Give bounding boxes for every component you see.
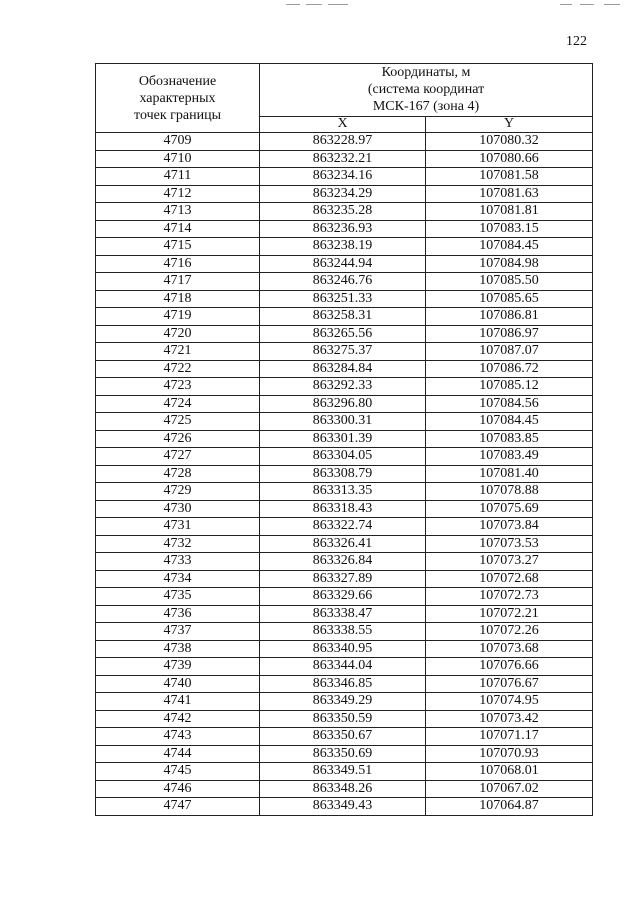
point-cell: 4724 xyxy=(96,395,260,413)
table-row xyxy=(96,623,593,641)
table-row xyxy=(96,343,593,361)
coordinates-group-header xyxy=(260,64,593,117)
table-body xyxy=(96,133,593,816)
table-header xyxy=(96,64,593,133)
x-coordinate-cell: 863340.95 xyxy=(260,640,426,658)
x-coordinate-cell: 863344.04 xyxy=(260,658,426,676)
table-row xyxy=(96,430,593,448)
point-cell: 4731 xyxy=(96,518,260,536)
y-coordinate-cell: 107083.49 xyxy=(426,448,593,466)
table-row xyxy=(96,710,593,728)
x-coordinate-cell: 863234.16 xyxy=(260,168,426,186)
table-row xyxy=(96,728,593,746)
table-row xyxy=(96,150,593,168)
point-cell: 4732 xyxy=(96,535,260,553)
point-cell: 4716 xyxy=(96,255,260,273)
x-coordinate-cell: 863326.41 xyxy=(260,535,426,553)
point-header-line: Обозначение xyxy=(138,73,217,89)
table-row xyxy=(96,308,593,326)
x-coordinate-cell: 863313.35 xyxy=(260,483,426,501)
point-cell: 4725 xyxy=(96,413,260,431)
y-coordinate-cell: 107081.81 xyxy=(426,203,593,221)
table-row xyxy=(96,290,593,308)
x-coordinate-cell: 863300.31 xyxy=(260,413,426,431)
point-cell: 4727 xyxy=(96,448,260,466)
y-coordinate-cell: 107072.21 xyxy=(426,605,593,623)
y-column-header: Y xyxy=(426,116,593,132)
y-coordinate-cell: 107086.72 xyxy=(426,360,593,378)
point-cell: 4734 xyxy=(96,570,260,588)
y-coordinate-cell: 107086.81 xyxy=(426,308,593,326)
x-coordinate-cell: 863329.66 xyxy=(260,588,426,606)
table-row xyxy=(96,658,593,676)
x-coordinate-cell: 863301.39 xyxy=(260,430,426,448)
point-cell: 4742 xyxy=(96,710,260,728)
y-coordinate-cell: 107086.97 xyxy=(426,325,593,343)
table-row xyxy=(96,605,593,623)
y-coordinate-cell: 107068.01 xyxy=(426,763,593,781)
table-row xyxy=(96,185,593,203)
y-coordinate-cell: 107073.68 xyxy=(426,640,593,658)
y-coordinate-cell: 107072.68 xyxy=(426,570,593,588)
table-row xyxy=(96,745,593,763)
x-coordinate-cell: 863232.21 xyxy=(260,150,426,168)
table-row xyxy=(96,518,593,536)
x-coordinate-cell: 863349.29 xyxy=(260,693,426,711)
coords-header-line: МСК-167 (зона 4) xyxy=(372,99,480,115)
y-coordinate-cell: 107071.17 xyxy=(426,728,593,746)
y-coordinate-cell: 107085.50 xyxy=(426,273,593,291)
table-row xyxy=(96,448,593,466)
x-coordinate-cell: 863318.43 xyxy=(260,500,426,518)
x-coordinate-cell: 863235.28 xyxy=(260,203,426,221)
table-row xyxy=(96,780,593,798)
table-row xyxy=(96,378,593,396)
x-coordinate-cell: 863284.84 xyxy=(260,360,426,378)
table-row xyxy=(96,220,593,238)
x-coordinate-cell: 863349.43 xyxy=(260,798,426,816)
point-cell: 4744 xyxy=(96,745,260,763)
point-cell: 4741 xyxy=(96,693,260,711)
point-cell: 4712 xyxy=(96,185,260,203)
y-coordinate-cell: 107064.87 xyxy=(426,798,593,816)
coords-header-line: (система координат xyxy=(367,82,485,98)
y-coordinate-cell: 107087.07 xyxy=(426,343,593,361)
point-cell: 4726 xyxy=(96,430,260,448)
y-coordinate-cell: 107076.67 xyxy=(426,675,593,693)
y-coordinate-cell: 107084.45 xyxy=(426,413,593,431)
x-coordinate-cell: 863350.67 xyxy=(260,728,426,746)
point-cell: 4718 xyxy=(96,290,260,308)
point-header-line: характерных xyxy=(139,90,216,106)
x-coordinate-cell: 863308.79 xyxy=(260,465,426,483)
table-row xyxy=(96,168,593,186)
x-column-header: X xyxy=(260,116,426,132)
table-row xyxy=(96,798,593,816)
point-cell: 4710 xyxy=(96,150,260,168)
scan-edge-marks xyxy=(0,4,640,8)
x-coordinate-cell: 863265.56 xyxy=(260,325,426,343)
y-coordinate-cell: 107081.63 xyxy=(426,185,593,203)
point-cell: 4721 xyxy=(96,343,260,361)
table-row xyxy=(96,588,593,606)
point-cell: 4719 xyxy=(96,308,260,326)
point-cell: 4730 xyxy=(96,500,260,518)
point-cell: 4717 xyxy=(96,273,260,291)
point-cell: 4738 xyxy=(96,640,260,658)
y-coordinate-cell: 107072.26 xyxy=(426,623,593,641)
coords-header-line: Координаты, м xyxy=(381,65,471,81)
x-coordinate-cell: 863349.51 xyxy=(260,763,426,781)
y-coordinate-cell: 107076.66 xyxy=(426,658,593,676)
point-cell: 4729 xyxy=(96,483,260,501)
point-header-line: точек границы xyxy=(134,107,221,123)
x-coordinate-cell: 863246.76 xyxy=(260,273,426,291)
table-row xyxy=(96,763,593,781)
point-cell: 4743 xyxy=(96,728,260,746)
x-coordinate-cell: 863228.97 xyxy=(260,133,426,151)
table-row xyxy=(96,255,593,273)
point-cell: 4739 xyxy=(96,658,260,676)
table-row xyxy=(96,360,593,378)
point-cell: 4736 xyxy=(96,605,260,623)
table-row xyxy=(96,203,593,221)
x-coordinate-cell: 863350.69 xyxy=(260,745,426,763)
point-cell: 4714 xyxy=(96,220,260,238)
x-coordinate-cell: 863292.33 xyxy=(260,378,426,396)
table-row xyxy=(96,483,593,501)
x-coordinate-cell: 863327.89 xyxy=(260,570,426,588)
x-coordinate-cell: 863348.26 xyxy=(260,780,426,798)
x-coordinate-cell: 863326.84 xyxy=(260,553,426,571)
y-coordinate-cell: 107081.58 xyxy=(426,168,593,186)
y-coordinate-cell: 107073.84 xyxy=(426,518,593,536)
x-coordinate-cell: 863238.19 xyxy=(260,238,426,256)
y-coordinate-cell: 107085.12 xyxy=(426,378,593,396)
y-coordinate-cell: 107080.66 xyxy=(426,150,593,168)
x-coordinate-cell: 863346.85 xyxy=(260,675,426,693)
x-coordinate-cell: 863275.37 xyxy=(260,343,426,361)
table-row xyxy=(96,465,593,483)
table-row xyxy=(96,553,593,571)
y-coordinate-cell: 107084.56 xyxy=(426,395,593,413)
x-coordinate-cell: 863296.80 xyxy=(260,395,426,413)
x-coordinate-cell: 863304.05 xyxy=(260,448,426,466)
table-row xyxy=(96,535,593,553)
y-coordinate-cell: 107078.88 xyxy=(426,483,593,501)
point-cell: 4737 xyxy=(96,623,260,641)
point-cell: 4711 xyxy=(96,168,260,186)
table-row xyxy=(96,413,593,431)
coordinates-table xyxy=(95,63,593,816)
x-coordinate-cell: 863322.74 xyxy=(260,518,426,536)
x-coordinate-cell: 863236.93 xyxy=(260,220,426,238)
x-coordinate-cell: 863234.29 xyxy=(260,185,426,203)
point-cell: 4735 xyxy=(96,588,260,606)
table-row xyxy=(96,640,593,658)
point-cell: 4723 xyxy=(96,378,260,396)
y-coordinate-cell: 107083.85 xyxy=(426,430,593,448)
y-coordinate-cell: 107084.45 xyxy=(426,238,593,256)
x-coordinate-cell: 863258.31 xyxy=(260,308,426,326)
point-cell: 4728 xyxy=(96,465,260,483)
page-number: 122 xyxy=(566,34,587,49)
point-cell: 4747 xyxy=(96,798,260,816)
x-coordinate-cell: 863350.59 xyxy=(260,710,426,728)
point-cell: 4709 xyxy=(96,133,260,151)
y-coordinate-cell: 107084.98 xyxy=(426,255,593,273)
y-coordinate-cell: 107070.93 xyxy=(426,745,593,763)
table-row xyxy=(96,133,593,151)
y-coordinate-cell: 107083.15 xyxy=(426,220,593,238)
point-cell: 4713 xyxy=(96,203,260,221)
y-coordinate-cell: 107081.40 xyxy=(426,465,593,483)
point-cell: 4740 xyxy=(96,675,260,693)
y-coordinate-cell: 107080.32 xyxy=(426,133,593,151)
table-row xyxy=(96,238,593,256)
y-coordinate-cell: 107075.69 xyxy=(426,500,593,518)
y-coordinate-cell: 107085.65 xyxy=(426,290,593,308)
y-coordinate-cell: 107073.42 xyxy=(426,710,593,728)
x-coordinate-cell: 863251.33 xyxy=(260,290,426,308)
point-cell: 4733 xyxy=(96,553,260,571)
table-row xyxy=(96,570,593,588)
y-coordinate-cell: 107074.95 xyxy=(426,693,593,711)
point-column-header xyxy=(96,64,260,133)
point-cell: 4745 xyxy=(96,763,260,781)
y-coordinate-cell: 107073.27 xyxy=(426,553,593,571)
table-row xyxy=(96,693,593,711)
x-coordinate-cell: 863244.94 xyxy=(260,255,426,273)
y-coordinate-cell: 107067.02 xyxy=(426,780,593,798)
table-row xyxy=(96,273,593,291)
table-row xyxy=(96,395,593,413)
y-coordinate-cell: 107073.53 xyxy=(426,535,593,553)
point-cell: 4715 xyxy=(96,238,260,256)
point-cell: 4720 xyxy=(96,325,260,343)
y-coordinate-cell: 107072.73 xyxy=(426,588,593,606)
point-cell: 4722 xyxy=(96,360,260,378)
x-coordinate-cell: 863338.55 xyxy=(260,623,426,641)
table-row xyxy=(96,675,593,693)
x-coordinate-cell: 863338.47 xyxy=(260,605,426,623)
table-row xyxy=(96,325,593,343)
point-cell: 4746 xyxy=(96,780,260,798)
table-row xyxy=(96,500,593,518)
